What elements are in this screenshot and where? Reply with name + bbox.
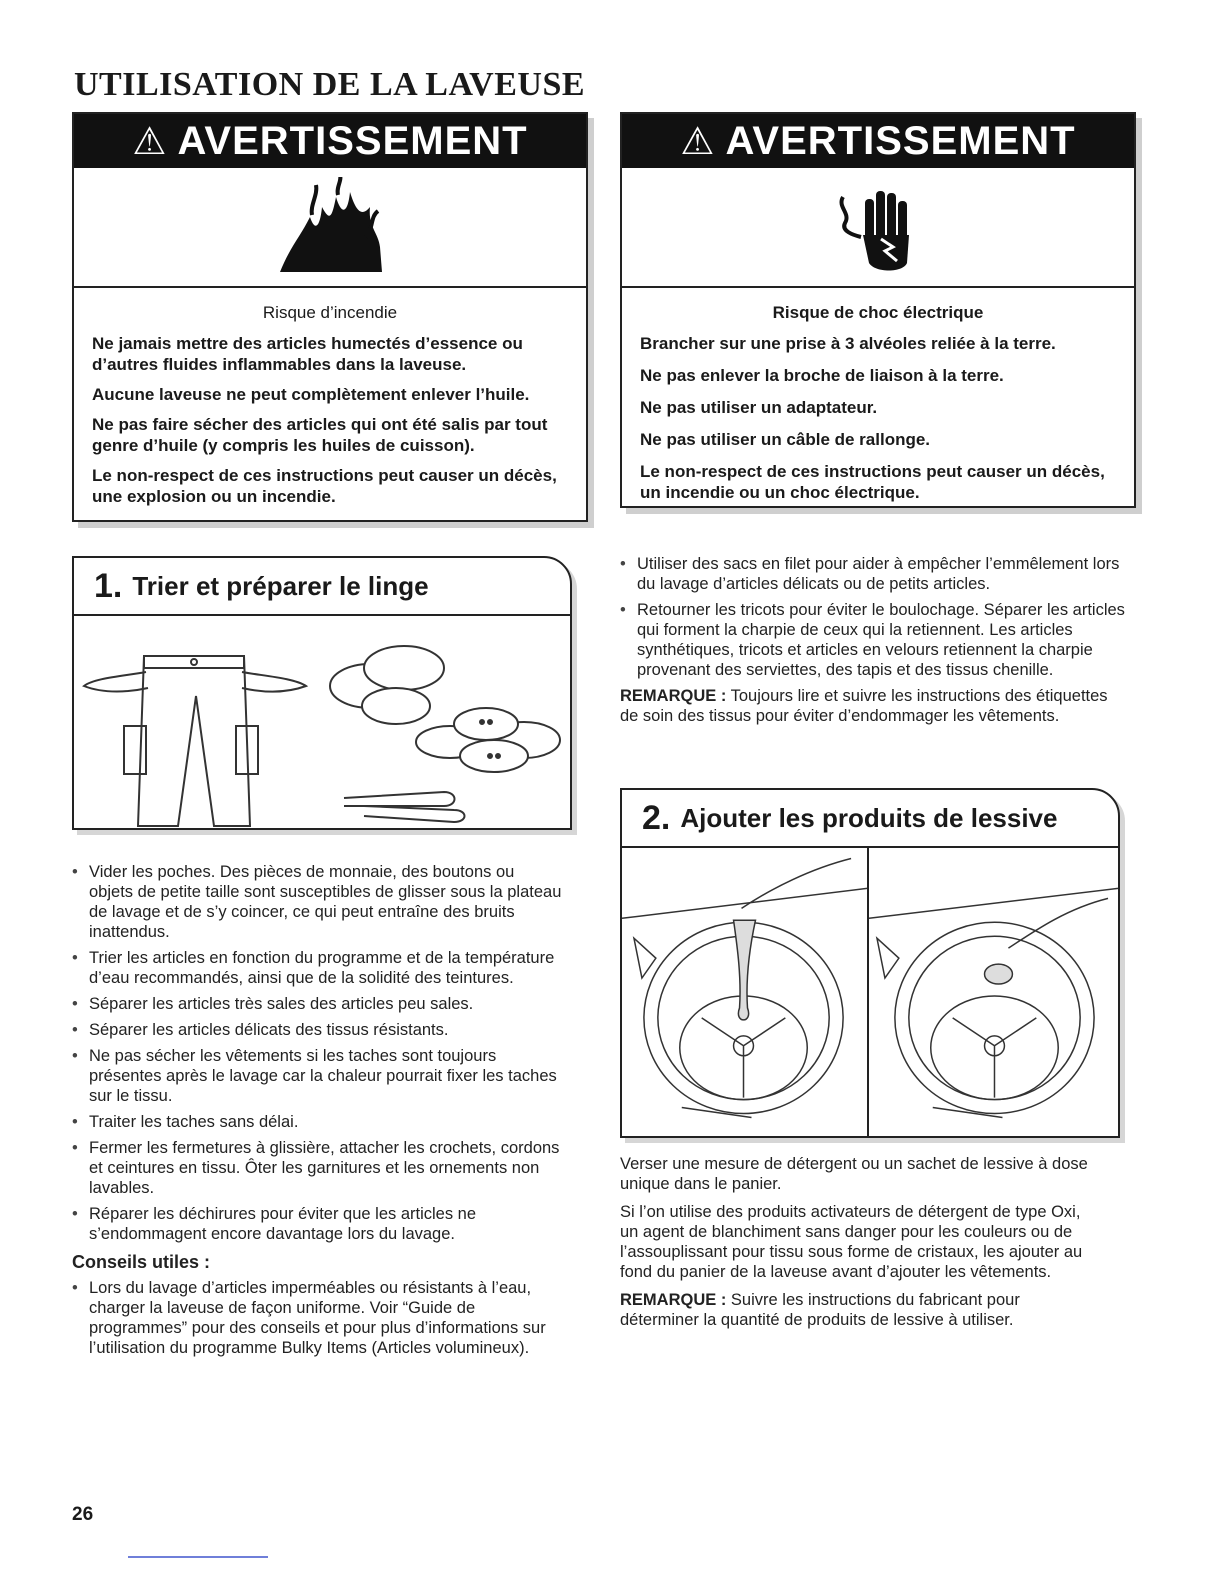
fire-icon [74, 168, 586, 288]
washer-measuring-cup-illustration [622, 848, 869, 1136]
warning-line: Ne pas enlever la broche de liaison à la terre. [640, 366, 1004, 385]
fire-warning-box [72, 112, 588, 522]
coins-illustration [330, 646, 444, 724]
warning-header [74, 114, 586, 168]
step1-box [72, 556, 572, 830]
warning-header-label: AVERTISSEMENT [725, 118, 1076, 163]
list-item: • Traiter les taches sans délai. [72, 1112, 562, 1132]
warning-line: Le non-respect de ces instructions peut causer un décès, une explosion ou un incendie. [92, 466, 557, 506]
warning-triangle-icon: ⚠ [132, 120, 168, 163]
step2-instructions [620, 1154, 1096, 1338]
washer-illustrations [622, 848, 1118, 1136]
pants-illustration [84, 656, 306, 826]
warning-line: Ne jamais mettre des articles humectés d’essence ou d’autres fluides inflammables dans la laveuse. [92, 334, 523, 374]
list-item: • Utiliser des sacs en filet pour aider à empêcher l’emmêlement lors du lavage d’articles délicats ou de petits articles. [620, 554, 1130, 594]
warning-triangle-icon: ⚠ [680, 120, 716, 163]
list-item: • Ne pas sécher les vêtements si les taches sont toujours présentes après le lavage car la chaleur pourrait fixer les taches sur le tissu. [72, 1046, 562, 1106]
page-number: 26 [72, 1504, 94, 1525]
warning-line: Ne pas utiliser un adaptateur. [640, 398, 878, 417]
note-text: Toujours lire et suivre les instructions des étiquettes de soin des tissus pour éviter d’endommager les vêtements. [620, 687, 1108, 725]
warning-header [622, 114, 1134, 168]
list-item: • Vider les poches. Des pièces de monnaie, des boutons ou objets de petite taille sont susceptibles de glisser sous la plateau de lavage et de s’y coincer, ce qui peut entraîne des bruits inattendus. [72, 862, 562, 942]
laundry-illustration [74, 616, 570, 828]
note [620, 1290, 1096, 1330]
step2-title [622, 790, 1118, 848]
step-number: 2. [642, 798, 671, 837]
footer-rule [128, 1556, 268, 1558]
step-title-label: Ajouter les produits de lessive [680, 802, 1058, 833]
step-title-label: Trier et préparer le linge [132, 570, 429, 601]
washer-detergent-pod-illustration [869, 848, 1118, 1136]
step2-box [620, 788, 1120, 1138]
list-item: • Séparer les articles délicats des tissus résistants. [72, 1020, 562, 1040]
note-label: REMARQUE : [620, 1291, 727, 1309]
shock-warning-box [620, 112, 1136, 508]
risk-title: Risque de choc électrique [772, 303, 984, 322]
warning-line: Ne pas utiliser un câble de rallonge. [640, 430, 931, 449]
warning-line: Ne pas faire sécher des articles qui ont été salis par tout genre d’huile (y compris les huiles de cuisson). [92, 415, 548, 455]
note-text: Suivre les instructions du fabricant pour déterminer la quantité de produits de lessive à utiliser. [620, 1291, 1020, 1329]
warning-header-label: AVERTISSEMENT [177, 118, 528, 163]
paragraph: Verser une mesure de détergent ou un sachet de lessive à dose unique dans le panier. [620, 1155, 1088, 1193]
risk-title: Risque d’incendie [262, 303, 398, 322]
tips-heading: Conseils utiles : [72, 1252, 211, 1272]
note [620, 686, 1130, 726]
warning-line: Le non-respect de ces instructions peut causer un décès, un incendie ou un choc électrique. [640, 462, 1105, 502]
safety-pins-illustration [344, 792, 465, 822]
step-number: 1. [94, 566, 123, 605]
list-item: • Retourner les tricots pour éviter le boulochage. Séparer les articles qui forment la charpie de ceux qui la retiennent. Les articles synthétiques, tricots et articles en velours retiennent la charpie provenant des serviettes, des tapis et des tissus chenille. [620, 600, 1130, 680]
warning-line: Aucune laveuse ne peut complètement enlever l’huile. [92, 385, 530, 404]
page-title: UTILISATION DE LA LAVEUSE [74, 66, 586, 103]
electric-shock-hand-icon [622, 168, 1134, 288]
warning-line: Brancher sur une prise à 3 alvéoles reliée à la terre. [640, 334, 1056, 353]
list-item: • Séparer les articles très sales des articles peu sales. [72, 994, 562, 1014]
sorting-tips [620, 554, 1130, 734]
buttons-illustration [416, 708, 560, 772]
step1-title [74, 558, 570, 616]
note-label: REMARQUE : [620, 687, 727, 705]
list-item: • Fermer les fermetures à glissière, attacher les crochets, cordons et ceintures en tissu. Ôter les garnitures et les ornements non lavables. [72, 1138, 562, 1198]
step1-instructions [72, 862, 562, 1364]
list-item: • Réparer les déchirures pour éviter que les articles ne s’endommagent encore davantage lors du lavage. [72, 1204, 562, 1244]
list-item: • Lors du lavage d’articles imperméables ou résistants à l’eau, charger la laveuse de façon uniforme. Voir “Guide de programmes” pour des conseils et pour plus d’informations sur l’utilisation du programme Bulky Items (Articles volumineux). [72, 1278, 562, 1358]
paragraph: Si l’on utilise des produits activateurs de détergent de type Oxi, un agent de blanchiment sans danger pour les couleurs ou de l’assouplissant pour tissu sous forme de cristaux, les ajouter au fond du panier de la laveuse avant d’ajouter les vêtements. [620, 1203, 1083, 1281]
list-item: • Trier les articles en fonction du programme et de la température d’eau recommandés, ainsi que de la solidité des teintures. [72, 948, 562, 988]
